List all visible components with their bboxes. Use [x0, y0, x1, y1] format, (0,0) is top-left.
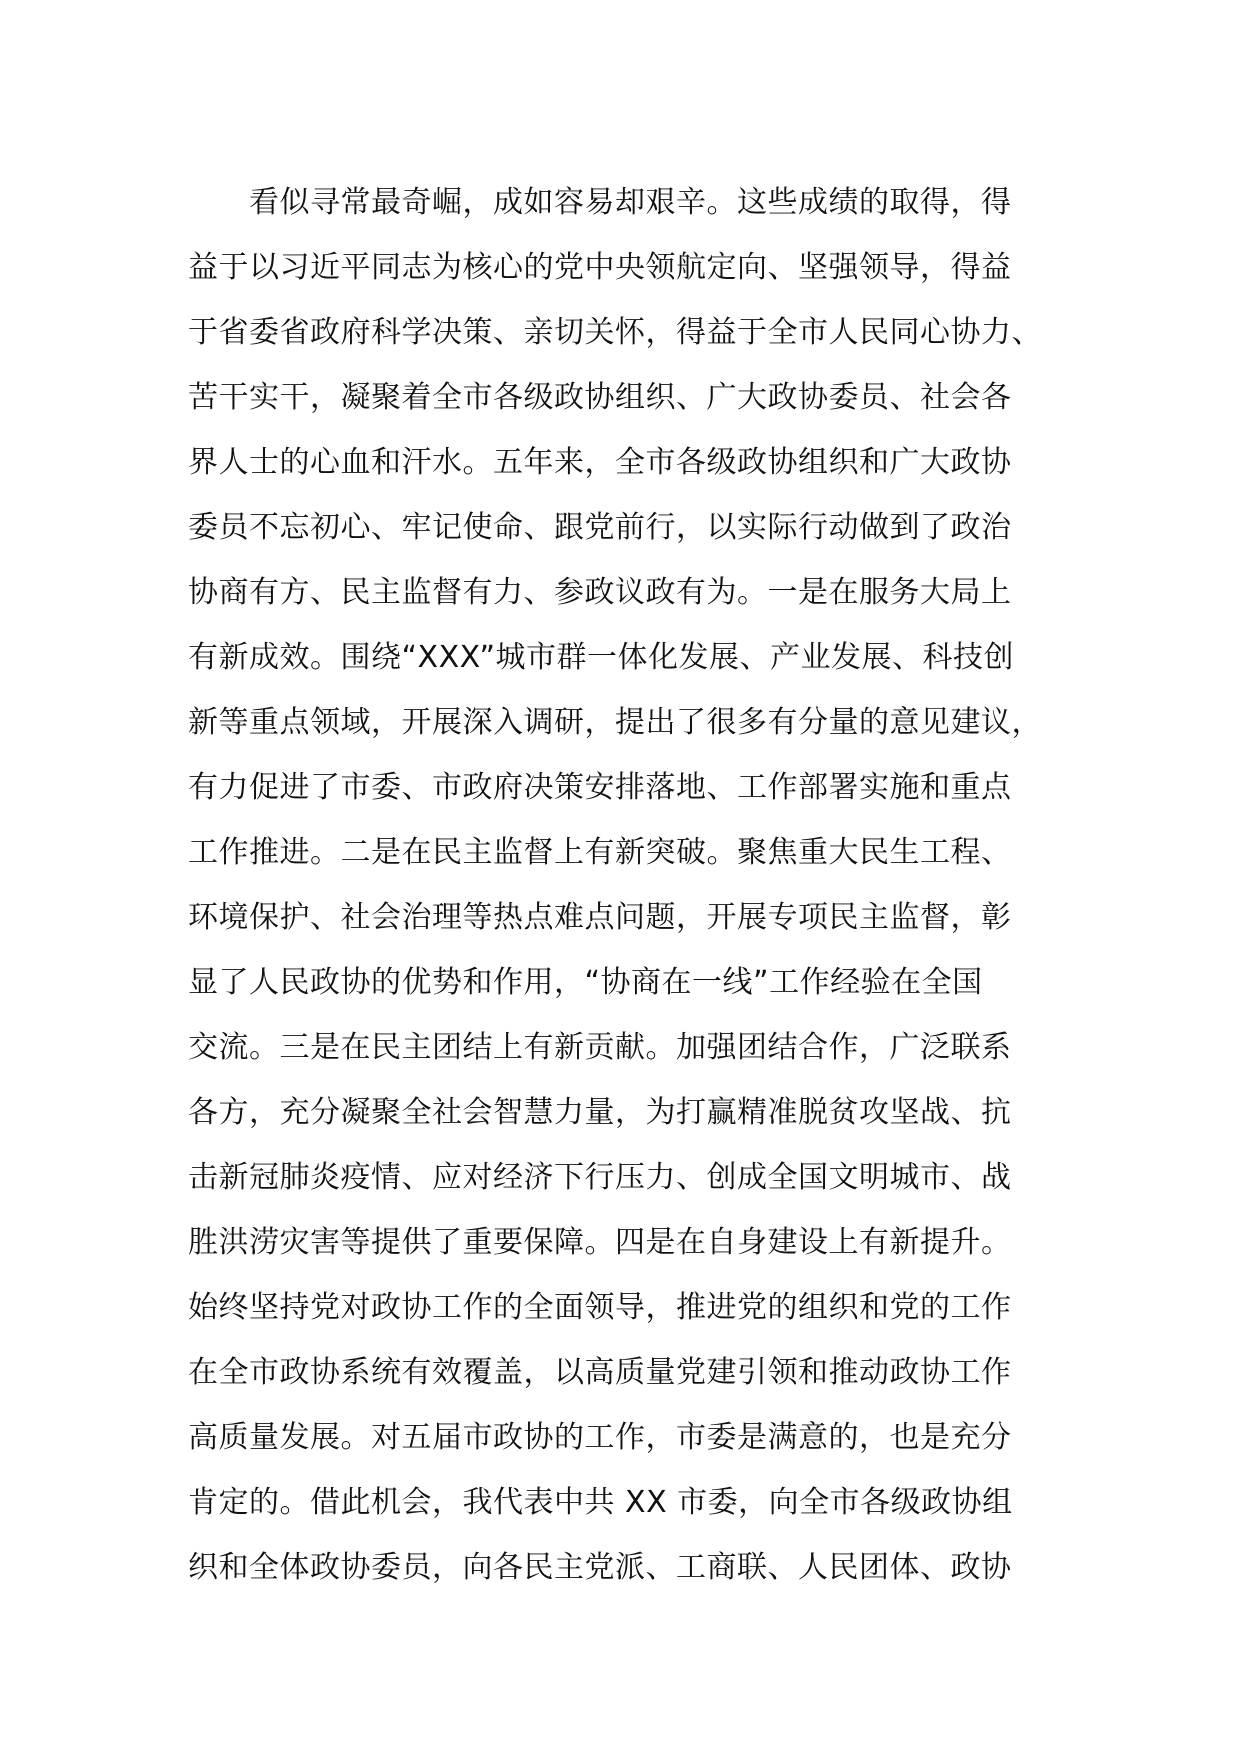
paragraph-line: 交流。三是在民主团结上有新贡献。加强团结合作，广泛联系: [188, 1030, 1012, 1065]
paragraph-line: 有新成效。围绕“XXX”城市群一体化发展、产业发展、科技创: [188, 640, 1015, 675]
paragraph-line: 协商有方、民主监督有力、参政议政有为。一是在服务大局上: [188, 575, 1012, 610]
paragraph-line: 高质量发展。对五届市政协的工作，市委是满意的，也是充分: [188, 1420, 1012, 1455]
paragraph-line: 始终坚持党对政协工作的全面领导，推进党的组织和党的工作: [188, 1290, 1012, 1325]
paragraph-line: 各方，充分凝聚全社会智慧力量，为打赢精准脱贫攻坚战、抗: [188, 1095, 1012, 1130]
paragraph-line: 苦干实干，凝聚着全市各级政协组织、广大政协委员、社会各: [188, 380, 1012, 415]
paragraph-line: 显了人民政协的优势和作用，“协商在一线”工作经验在全国: [188, 965, 983, 1000]
paragraph-line: 织和全体政协委员，向各民主党派、工商联、人民团体、政协: [188, 1550, 1012, 1585]
paragraph-line: 在全市政协系统有效覆盖，以高质量党建引领和推动政协工作: [188, 1355, 1012, 1390]
paragraph-line: 击新冠肺炎疫情、应对经济下行压力、创成全国文明城市、战: [188, 1160, 1012, 1195]
paragraph-line: 工作推进。二是在民主监督上有新突破。聚焦重大民生工程、: [188, 835, 1012, 870]
paragraph-line: 界人士的心血和汗水。五年来，全市各级政协组织和广大政协: [188, 445, 1012, 480]
paragraph-line: 益于以习近平同志为核心的党中央领航定向、坚强领导，得益: [188, 250, 1012, 285]
paragraph-line: 于省委省政府科学决策、亲切关怀，得益于全市人民同心协力、: [188, 315, 1042, 350]
paragraph-line: 环境保护、社会治理等热点难点问题，开展专项民主监督，彰: [188, 900, 1012, 935]
paragraph-line: 委员不忘初心、牢记使命、跟党前行，以实际行动做到了政治: [188, 510, 1012, 545]
paragraph-line: 新等重点领域，开展深入调研，提出了很多有分量的意见建议，: [188, 705, 1042, 740]
body-paragraph: [188, 170, 1088, 1600]
paragraph-line: 肯定的。借此机会，我代表中共 XX 市委，向全市各级政协组: [188, 1485, 1013, 1520]
paragraph-line: 看似寻常最奇崛，成如容易却艰辛。这些成绩的取得，得: [249, 185, 1012, 220]
paragraph-line: 有力促进了市委、市政府决策安排落地、工作部署实施和重点: [188, 770, 1012, 805]
paragraph-line: 胜洪涝灾害等提供了重要保障。四是在自身建设上有新提升。: [188, 1225, 1012, 1260]
